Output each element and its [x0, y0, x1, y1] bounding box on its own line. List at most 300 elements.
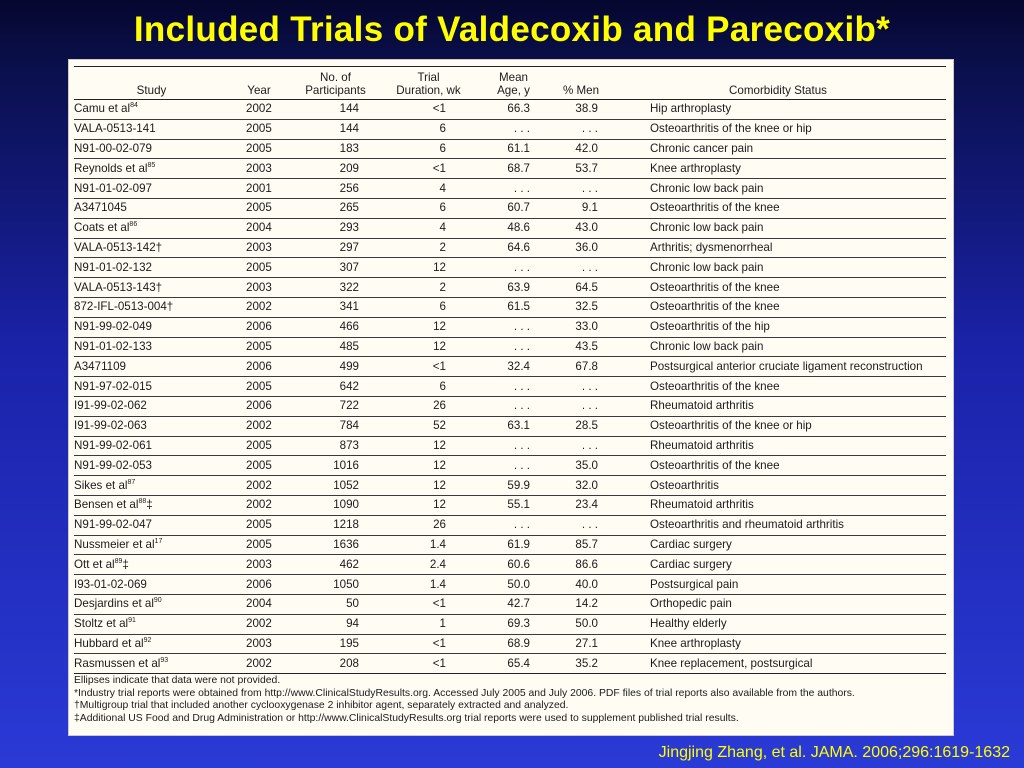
- table-row: [74, 317, 946, 337]
- study-name: VALA-0513-142†: [74, 240, 163, 254]
- cell-year: 2003: [229, 238, 289, 258]
- cell-study: [74, 594, 229, 614]
- cell-study: [74, 258, 229, 278]
- study-name: Coats et al: [74, 221, 130, 235]
- cell-duration: 26: [382, 515, 475, 535]
- cell-age: 68.7: [475, 159, 552, 179]
- cell-duration: 4: [382, 218, 475, 238]
- cell-comorbidity: Osteoarthritis and rheumatoid arthritis: [610, 515, 946, 535]
- cell-men: 86.6: [552, 555, 610, 575]
- study-name: N91-99-02-047: [74, 518, 152, 532]
- header-text: % Men: [562, 84, 600, 97]
- cell-duration: 4: [382, 179, 475, 199]
- table-row: [74, 476, 946, 496]
- cell-year: 2005: [229, 377, 289, 397]
- cell-men: . . .: [552, 436, 610, 456]
- cell-age: . . .: [475, 337, 552, 357]
- cell-year: 2003: [229, 634, 289, 654]
- cell-comorbidity: Postsurgical pain: [610, 575, 946, 595]
- reference-number: 84: [130, 102, 138, 110]
- table-row: [74, 555, 946, 575]
- header-text: Year: [247, 84, 271, 97]
- cell-comorbidity: Chronic low back pain: [610, 179, 946, 199]
- header-text: Comorbidity Status: [729, 84, 827, 97]
- header-text: Age, y: [497, 84, 530, 97]
- cell-study: [74, 377, 229, 397]
- cell-comorbidity: Osteoarthritis of the knee or hip: [610, 416, 946, 436]
- cell-year: 2006: [229, 396, 289, 416]
- table-panel: [69, 60, 953, 735]
- table-row: [74, 297, 946, 317]
- cell-age: . . .: [475, 456, 552, 476]
- cell-comorbidity: Rheumatoid arthritis: [610, 396, 946, 416]
- cell-duration: 12: [382, 258, 475, 278]
- header-participants: [289, 67, 382, 100]
- cell-duration: <1: [382, 594, 475, 614]
- table-row: [74, 594, 946, 614]
- cell-age: 66.3: [475, 100, 552, 120]
- cell-men: 43.5: [552, 337, 610, 357]
- cell-men: . . .: [552, 515, 610, 535]
- footnote-mark: ‡: [146, 498, 153, 512]
- cell-duration: 2: [382, 238, 475, 258]
- cell-year: 2006: [229, 317, 289, 337]
- cell-comorbidity: Healthy elderly: [610, 614, 946, 634]
- cell-duration: 1: [382, 614, 475, 634]
- cell-men: 27.1: [552, 634, 610, 654]
- header-text: Participants: [305, 84, 366, 97]
- cell-study: [74, 416, 229, 436]
- cell-age: . . .: [475, 179, 552, 199]
- cell-study: [74, 495, 229, 515]
- reference-number: 90: [153, 597, 162, 605]
- cell-duration: 6: [382, 119, 475, 139]
- cell-age: . . .: [475, 119, 552, 139]
- cell-year: 2002: [229, 654, 289, 674]
- cell-study: [74, 238, 229, 258]
- cell-duration: 26: [382, 396, 475, 416]
- cell-age: 69.3: [475, 614, 552, 634]
- cell-participants: 1218: [289, 515, 382, 535]
- study-name: Desjardins et al: [74, 597, 154, 611]
- cell-comorbidity: Orthopedic pain: [610, 594, 946, 614]
- cell-age: . . .: [475, 436, 552, 456]
- study-name: N91-99-02-049: [74, 320, 152, 334]
- table-row: [74, 100, 946, 120]
- cell-duration: <1: [382, 357, 475, 377]
- cell-comorbidity: Arthritis; dysmenorrheal: [610, 238, 946, 258]
- cell-participants: 256: [289, 179, 382, 199]
- cell-study: [74, 357, 229, 377]
- cell-men: . . .: [552, 119, 610, 139]
- cell-year: 2006: [229, 357, 289, 377]
- cell-men: 40.0: [552, 575, 610, 595]
- cell-year: 2002: [229, 100, 289, 120]
- study-name: N91-00-02-079: [74, 141, 152, 155]
- cell-year: 2005: [229, 456, 289, 476]
- cell-men: 33.0: [552, 317, 610, 337]
- cell-men: 9.1: [552, 198, 610, 218]
- study-name: Stoltz et al: [74, 617, 129, 631]
- cell-duration: 1.4: [382, 535, 475, 555]
- cell-men: 85.7: [552, 535, 610, 555]
- cell-participants: 722: [289, 396, 382, 416]
- cell-study: [74, 614, 229, 634]
- cell-participants: 1636: [289, 535, 382, 555]
- cell-duration: 12: [382, 495, 475, 515]
- cell-year: 2004: [229, 594, 289, 614]
- cell-study: [74, 337, 229, 357]
- cell-men: 28.5: [552, 416, 610, 436]
- cell-age: . . .: [475, 515, 552, 535]
- cell-age: . . .: [475, 317, 552, 337]
- cell-age: 55.1: [475, 495, 552, 515]
- cell-participants: 209: [289, 159, 382, 179]
- cell-study: [74, 456, 229, 476]
- cell-age: 32.4: [475, 357, 552, 377]
- cell-year: 2004: [229, 218, 289, 238]
- table-row: [74, 278, 946, 298]
- cell-age: . . .: [475, 396, 552, 416]
- cell-comorbidity: Chronic low back pain: [610, 218, 946, 238]
- cell-comorbidity: Osteoarthritis of the knee or hip: [610, 119, 946, 139]
- cell-participants: 293: [289, 218, 382, 238]
- cell-duration: 6: [382, 198, 475, 218]
- cell-participants: 144: [289, 100, 382, 120]
- study-name: A3471045: [74, 201, 127, 215]
- table-body: [74, 100, 946, 674]
- cell-year: 2005: [229, 198, 289, 218]
- table-row: [74, 159, 946, 179]
- cell-year: 2005: [229, 258, 289, 278]
- study-name: Nussmeier et al: [74, 537, 155, 551]
- table-row: [74, 179, 946, 199]
- footnote-mark: ‡: [122, 557, 129, 571]
- cell-age: 61.5: [475, 297, 552, 317]
- study-name: VALA-0513-141: [74, 122, 156, 136]
- cell-duration: 6: [382, 377, 475, 397]
- table-row: [74, 238, 946, 258]
- study-name: Hubbard et al: [74, 636, 144, 650]
- cell-comorbidity: Chronic cancer pain: [610, 139, 946, 159]
- study-name: Reynolds et al: [74, 161, 148, 175]
- cell-study: [74, 396, 229, 416]
- cell-year: 2002: [229, 476, 289, 496]
- table-row: [74, 258, 946, 278]
- cell-comorbidity: Rheumatoid arthritis: [610, 495, 946, 515]
- study-name: Bensen et al: [74, 498, 139, 512]
- study-name: Ott et al: [74, 557, 115, 571]
- cell-age: 59.9: [475, 476, 552, 496]
- header-men: [552, 67, 610, 100]
- cell-comorbidity: Rheumatoid arthritis: [610, 436, 946, 456]
- cell-participants: 466: [289, 317, 382, 337]
- cell-comorbidity: Osteoarthritis of the knee: [610, 456, 946, 476]
- cell-men: 64.5: [552, 278, 610, 298]
- cell-men: 53.7: [552, 159, 610, 179]
- study-name: Rasmussen et al: [74, 656, 161, 670]
- cell-year: 2006: [229, 575, 289, 595]
- cell-study: [74, 555, 229, 575]
- study-name: Sikes et al: [74, 478, 128, 492]
- cell-study: [74, 535, 229, 555]
- table-row: [74, 654, 946, 674]
- cell-men: 35.2: [552, 654, 610, 674]
- table-row: [74, 535, 946, 555]
- cell-age: 42.7: [475, 594, 552, 614]
- cell-year: 2005: [229, 436, 289, 456]
- cell-duration: 12: [382, 476, 475, 496]
- cell-study: [74, 515, 229, 535]
- cell-year: 2005: [229, 337, 289, 357]
- study-name: I91-99-02-062: [74, 399, 147, 413]
- cell-men: 36.0: [552, 238, 610, 258]
- cell-age: . . .: [475, 377, 552, 397]
- cell-duration: 2.4: [382, 555, 475, 575]
- slide-title: Included Trials of Valdecoxib and Parecoxib*: [133, 10, 891, 49]
- cell-participants: 1016: [289, 456, 382, 476]
- header-duration: [382, 67, 475, 100]
- cell-duration: 1.4: [382, 575, 475, 595]
- cell-age: . . .: [475, 258, 552, 278]
- cell-comorbidity: Knee arthroplasty: [610, 159, 946, 179]
- study-name: I91-99-02-063: [74, 419, 147, 433]
- table-row: [74, 198, 946, 218]
- table-row: [74, 357, 946, 377]
- study-name: VALA-0513-143†: [74, 280, 163, 294]
- cell-men: 23.4: [552, 495, 610, 515]
- cell-year: 2005: [229, 515, 289, 535]
- cell-men: 50.0: [552, 614, 610, 634]
- reference-number: 88: [138, 498, 147, 506]
- cell-participants: 1050: [289, 575, 382, 595]
- cell-year: 2005: [229, 119, 289, 139]
- cell-year: 2003: [229, 278, 289, 298]
- reference-number: 91: [128, 617, 136, 625]
- cell-study: [74, 317, 229, 337]
- cell-year: 2002: [229, 297, 289, 317]
- cell-comorbidity: Hip arthroplasty: [610, 100, 946, 120]
- table-row: [74, 515, 946, 535]
- cell-participants: 183: [289, 139, 382, 159]
- cell-men: . . .: [552, 396, 610, 416]
- cell-duration: <1: [382, 100, 475, 120]
- footnote: Ellipses indicate that data were not provided.: [74, 675, 281, 686]
- cell-year: 2005: [229, 535, 289, 555]
- table-row: [74, 377, 946, 397]
- cell-study: [74, 218, 229, 238]
- cell-comorbidity: Osteoarthritis of the hip: [610, 317, 946, 337]
- cell-comorbidity: Knee replacement, postsurgical: [610, 654, 946, 674]
- cell-study: [74, 278, 229, 298]
- cell-participants: 94: [289, 614, 382, 634]
- cell-men: 43.0: [552, 218, 610, 238]
- cell-participants: 341: [289, 297, 382, 317]
- cell-participants: 485: [289, 337, 382, 357]
- header-age: [475, 67, 552, 100]
- cell-comorbidity: Postsurgical anterior cruciate ligament reconstruction: [610, 357, 946, 377]
- header-text: Mean: [498, 71, 528, 84]
- header-year: [229, 67, 289, 100]
- cell-comorbidity: Chronic low back pain: [610, 337, 946, 357]
- footnote: †Multigroup trial that included another cyclooxygenase 2 inhibitor agent, separately extracted and analyzed.: [74, 700, 569, 712]
- cell-comorbidity: Cardiac surgery: [610, 555, 946, 575]
- cell-age: 61.1: [475, 139, 552, 159]
- study-name: I93-01-02-069: [74, 577, 147, 591]
- cell-study: [74, 436, 229, 456]
- table-header-row: [74, 67, 946, 100]
- cell-comorbidity: Osteoarthritis of the knee: [610, 377, 946, 397]
- cell-study: [74, 100, 229, 120]
- cell-study: [74, 179, 229, 199]
- cell-study: [74, 476, 229, 496]
- cell-year: 2003: [229, 555, 289, 575]
- cell-duration: 12: [382, 317, 475, 337]
- cell-men: 14.2: [552, 594, 610, 614]
- cell-study: [74, 159, 229, 179]
- cell-men: 32.0: [552, 476, 610, 496]
- cell-participants: 208: [289, 654, 382, 674]
- cell-age: 61.9: [475, 535, 552, 555]
- cell-participants: 1090: [289, 495, 382, 515]
- trials-table: [74, 66, 946, 674]
- cell-age: 64.6: [475, 238, 552, 258]
- cell-age: 48.6: [475, 218, 552, 238]
- cell-study: [74, 297, 229, 317]
- table-row: [74, 436, 946, 456]
- cell-comorbidity: Cardiac surgery: [610, 535, 946, 555]
- cell-study: [74, 654, 229, 674]
- reference-number: 17: [154, 538, 163, 546]
- study-name: N91-01-02-132: [74, 260, 152, 274]
- study-name: A3471109: [74, 359, 127, 373]
- header-text: Trial: [417, 71, 440, 84]
- cell-year: 2002: [229, 614, 289, 634]
- study-name: N91-01-02-097: [74, 181, 152, 195]
- cell-participants: 873: [289, 436, 382, 456]
- cell-comorbidity: Chronic low back pain: [610, 258, 946, 278]
- table-row: [74, 119, 946, 139]
- cell-age: 63.1: [475, 416, 552, 436]
- cell-age: 68.9: [475, 634, 552, 654]
- cell-men: 42.0: [552, 139, 610, 159]
- table-row: [74, 337, 946, 357]
- header-study: [74, 67, 229, 100]
- cell-duration: 12: [382, 337, 475, 357]
- cell-duration: <1: [382, 159, 475, 179]
- cell-participants: 462: [289, 555, 382, 575]
- footnote: *Industry trial reports were obtained from http://www.ClinicalStudyResults.org. Accessed July 2005 and July 2006. PDF files of trial reports also available from the authors.: [74, 687, 855, 699]
- table-row: [74, 634, 946, 654]
- cell-comorbidity: Osteoarthritis of the knee: [610, 297, 946, 317]
- cell-comorbidity: Osteoarthritis: [610, 476, 946, 496]
- cell-study: [74, 575, 229, 595]
- cell-participants: 642: [289, 377, 382, 397]
- reference-number: 86: [129, 221, 138, 229]
- cell-study: [74, 139, 229, 159]
- table-row: [74, 416, 946, 436]
- cell-participants: 784: [289, 416, 382, 436]
- cell-age: 60.7: [475, 198, 552, 218]
- cell-year: 2002: [229, 495, 289, 515]
- cell-duration: 6: [382, 297, 475, 317]
- study-name: N91-99-02-053: [74, 458, 152, 472]
- cell-men: 38.9: [552, 100, 610, 120]
- cell-year: 2001: [229, 179, 289, 199]
- study-name: N91-01-02-133: [74, 339, 152, 353]
- cell-comorbidity: Osteoarthritis of the knee: [610, 278, 946, 298]
- reference-number: 89: [114, 557, 123, 565]
- table-row: [74, 218, 946, 238]
- cell-participants: 322: [289, 278, 382, 298]
- cell-men: 35.0: [552, 456, 610, 476]
- study-name: Camu et al: [74, 102, 131, 116]
- cell-duration: 6: [382, 139, 475, 159]
- cell-participants: 50: [289, 594, 382, 614]
- cell-duration: <1: [382, 634, 475, 654]
- header-text: No. of: [320, 71, 351, 84]
- header-text: Duration, wk: [396, 84, 461, 97]
- cell-duration: 52: [382, 416, 475, 436]
- header-text: Study: [136, 84, 167, 97]
- study-name: N91-99-02-061: [74, 438, 152, 452]
- reference-number: 92: [143, 637, 152, 645]
- cell-year: 2002: [229, 416, 289, 436]
- cell-year: 2003: [229, 159, 289, 179]
- cell-men: . . .: [552, 377, 610, 397]
- cell-participants: 195: [289, 634, 382, 654]
- cell-men: . . .: [552, 179, 610, 199]
- cell-men: . . .: [552, 258, 610, 278]
- table-row: [74, 575, 946, 595]
- study-name: N91-97-02-015: [74, 379, 152, 393]
- cell-men: 67.8: [552, 357, 610, 377]
- cell-age: 60.6: [475, 555, 552, 575]
- reference-number: 93: [160, 656, 169, 664]
- table-row: [74, 139, 946, 159]
- cell-year: 2005: [229, 139, 289, 159]
- cell-age: 50.0: [475, 575, 552, 595]
- reference-number: 85: [147, 161, 156, 169]
- cell-duration: 2: [382, 278, 475, 298]
- cell-age: 63.9: [475, 278, 552, 298]
- cell-participants: 297: [289, 238, 382, 258]
- header-comorbidity: [610, 67, 946, 100]
- footnotes: [74, 675, 946, 725]
- cell-participants: 499: [289, 357, 382, 377]
- table-row: [74, 614, 946, 634]
- cell-age: 65.4: [475, 654, 552, 674]
- cell-participants: 307: [289, 258, 382, 278]
- reference-number: 87: [127, 478, 136, 486]
- cell-duration: 12: [382, 436, 475, 456]
- study-name: 872-IFL-0513-004†: [74, 300, 174, 314]
- cell-comorbidity: Osteoarthritis of the knee: [610, 198, 946, 218]
- cell-participants: 1052: [289, 476, 382, 496]
- cell-participants: 265: [289, 198, 382, 218]
- cell-duration: 12: [382, 456, 475, 476]
- citation: Jingjing Zhang, et al. JAMA. 2006;296:1619-1632: [658, 744, 1010, 761]
- cell-study: [74, 634, 229, 654]
- cell-study: [74, 119, 229, 139]
- footnote: ‡Additional US Food and Drug Administration or http://www.ClinicalStudyResults.org trial reports were used to supplement published trial results.: [74, 712, 739, 724]
- cell-participants: 144: [289, 119, 382, 139]
- table-row: [74, 456, 946, 476]
- table-row: [74, 495, 946, 515]
- cell-duration: <1: [382, 654, 475, 674]
- cell-men: 32.5: [552, 297, 610, 317]
- cell-study: [74, 198, 229, 218]
